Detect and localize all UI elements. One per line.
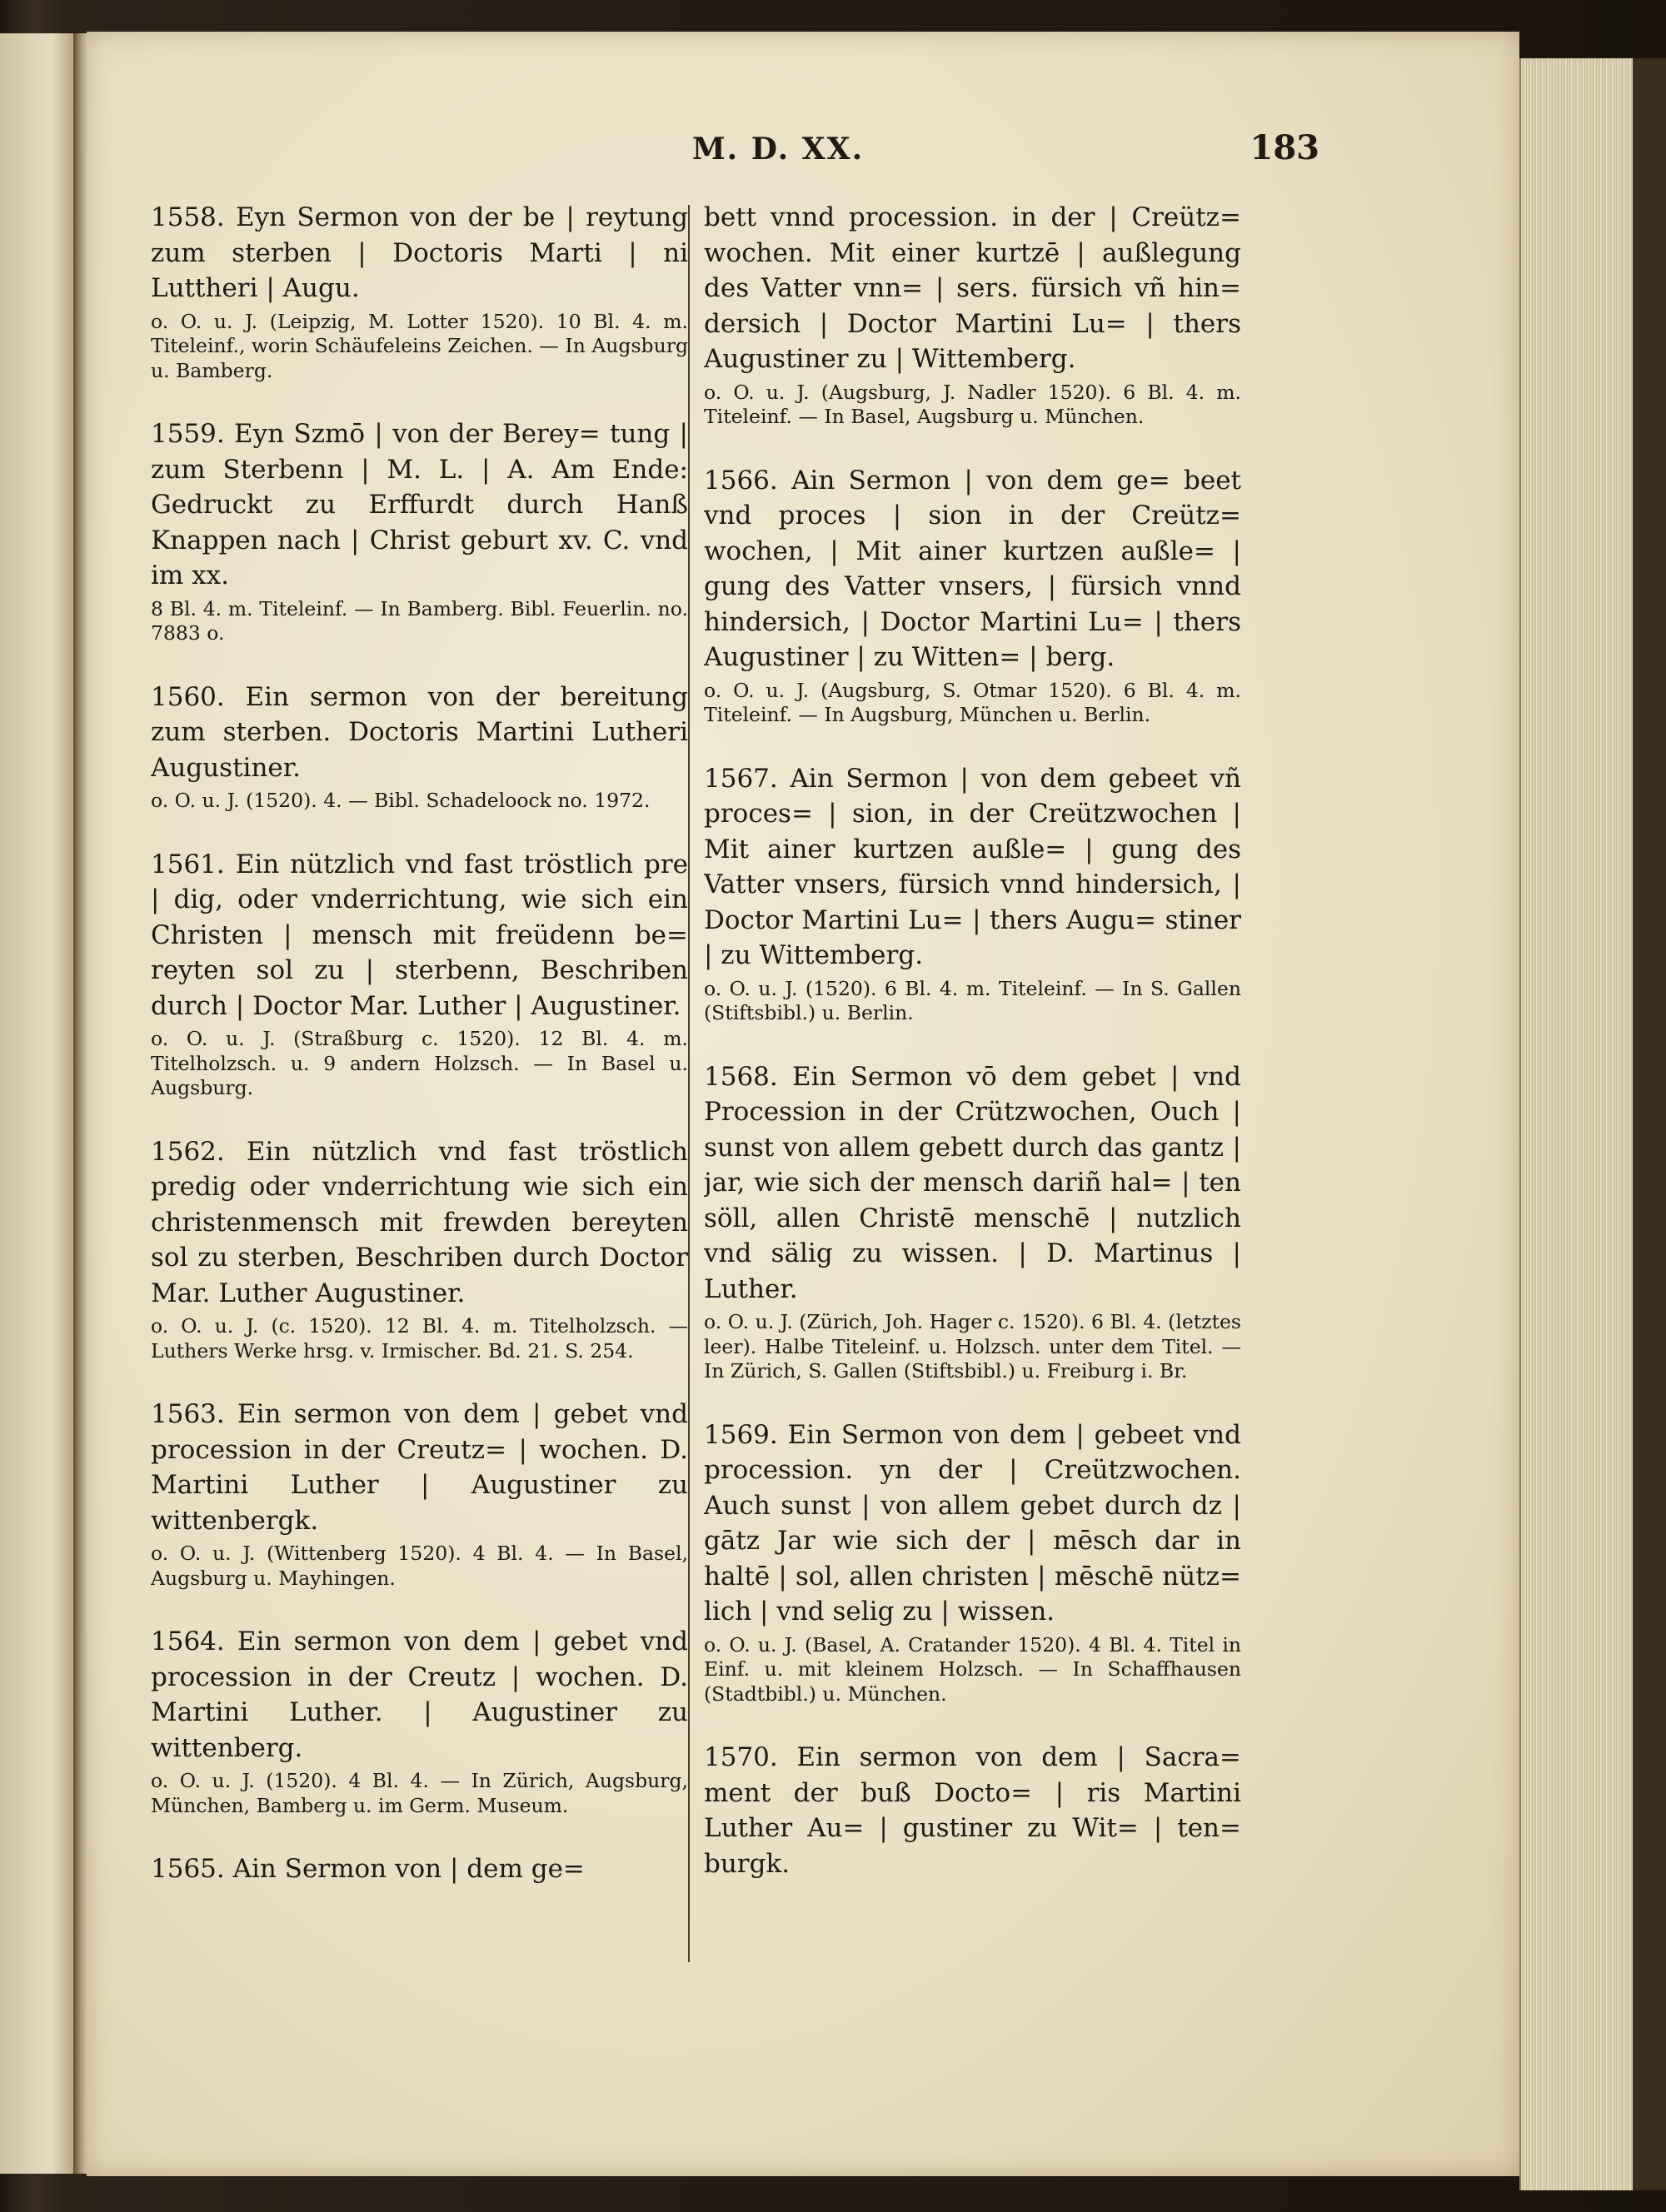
entry-1563 bbox=[151, 1397, 688, 1591]
running-head-title: M. D. XX. bbox=[691, 132, 865, 167]
entry-title: 1562. Ein nützlich vnd fast tröstlich predig oder vnderrichtung wie sich ein christenmensch mit frewden bereyten sol zu sterben, Beschriben durch Doctor Mar. Luther Augustiner. bbox=[151, 1136, 688, 1308]
right-column bbox=[704, 200, 1241, 1974]
entry-title: 1566. Ain Sermon | von dem ge= beet vnd proces | sion in der Creütz= wochen, | Mit ainer kurtzen außle= | gung des Vatter vnsers, | fürsich vnnd hindersich, | Doctor Martini Lu= | thers Augustiner | zu Witten= | berg. bbox=[704, 465, 1241, 672]
facing-page-edge bbox=[0, 33, 76, 2174]
entry-1568 bbox=[704, 1059, 1241, 1384]
entry-note: 8 Bl. 4. m. Titeleinf. — In Bamberg. Bibl. Feuerlin. no. 7883 o. bbox=[151, 596, 688, 645]
entry-title: 1564. Ein sermon von dem | gebet vnd procession in der Creutz | wochen. D. Martini Luther. | Augustiner zu wittenberg. bbox=[151, 1627, 688, 1763]
entry-title: 1565. Ain Sermon von | dem ge= bbox=[151, 1854, 585, 1884]
entry-title: 1558. Eyn Sermon von der be | reytung zum sterben | Doctoris Marti | ni Luttheri | Augu. bbox=[151, 202, 688, 303]
entry-title: bett vnnd procession. in der | Creütz= wochen. Mit einer kurtzē | außlegung des Vatter vnn= | sers. fürsich vñ hin= dersich | Doctor Martini Lu= | thers Augustiner zu | Wittemberg. bbox=[704, 202, 1241, 374]
entry-note: o. O. u. J. (1520). 6 Bl. 4. m. Titeleinf. — In S. Gallen (Stiftsbibl.) u. Berlin. bbox=[704, 976, 1241, 1024]
entry-note: o. O. u. J. (Wittenberg 1520). 4 Bl. 4. — In Basel, Augsburg u. Mayhingen. bbox=[151, 1542, 688, 1590]
entry-note: o. O. u. J. (Zürich, Joh. Hager c. 1520). 6 Bl. 4. (letztes leer). Halbe Titeleinf. u. Holzsch. unter dem Titel. — In Zürich, S. Gallen (Stiftsbibl.) u. Freiburg i. Br. bbox=[704, 1310, 1241, 1382]
entry-1570 bbox=[704, 1740, 1241, 1881]
entry-1562 bbox=[151, 1134, 688, 1364]
running-head bbox=[87, 125, 1519, 175]
entry-note: o. O. u. J. (Straßburg c. 1520). 12 Bl. 4. m. Titelholzsch. u. 9 andern Holzsch. — In Basel u. Augsburg. bbox=[151, 1027, 688, 1099]
entry-note: o. O. u. J. (1520). 4. — Bibl. Schadeloock no. 1972. bbox=[151, 789, 651, 812]
entry-1561 bbox=[151, 847, 688, 1101]
entry-note: o. O. u. J. (c. 1520). 12 Bl. 4. m. Titelholzsch. — Luthers Werke hrsg. v. Irmischer. Bd. 21. S. 254. bbox=[151, 1314, 688, 1363]
column-divider bbox=[688, 205, 690, 1962]
entry-note: o. O. u. J. (Basel, A. Cratander 1520). 4 Bl. 4. Titel in Einf. u. mit kleinem Holzsch. — In Schaffhausen (Stadtbibl.) u. München. bbox=[704, 1632, 1241, 1706]
entry-1569 bbox=[704, 1417, 1241, 1707]
entry-note: o. O. u. J. (Leipzig, M. Lotter 1520). 10 Bl. 4. m. Titeleinf., worin Schäufeleins Zeichen. — In Augsburg u. Bamberg. bbox=[151, 309, 688, 382]
entry-1558 bbox=[151, 200, 688, 383]
entry-title: 1560. Ein sermon von der bereitung zum sterben. Doctoris Martini Lutheri Augustiner. bbox=[151, 681, 688, 783]
page-number: 183 bbox=[1250, 128, 1319, 167]
entry-title: 1559. Eyn Szmō | von der Berey= tung | zum Sterbenn | M. L. | A. Am Ende: Gedruckt zu Erffurdt durch Hanß Knappen nach | Christ geburt xv. C. vnd im xx. bbox=[151, 419, 688, 590]
entry-title: 1568. Ein Sermon vō dem gebet | vnd Procession in der Crützwochen, Ouch | sunst von allem gebett durch das gantz | jar, wie sich der mensch dariñ hal= | ten söll, allen Christē menschē | nutzlich vnd sälig zu wissen. | D. Martinus | Luther. bbox=[704, 1061, 1241, 1304]
page-fore-edge bbox=[1519, 58, 1646, 2190]
entry-note: o. O. u. J. (Augsburg, J. Nadler 1520). 6 Bl. 4. m. Titeleinf. — In Basel, Augsburg u. München. bbox=[704, 380, 1241, 428]
entry-title: 1561. Ein nützlich vnd fast tröstlich pre | dig, oder vnderrichtung, wie sich ein Christen | mensch mit freüdenn be= reyten sol zu | sterbenn, Beschriben durch | Doctor Mar. Luther | Augustiner. bbox=[151, 849, 688, 1021]
entry-title: 1570. Ein sermon von dem | Sacra= ment der buß Docto= | ris Martini Luther Au= | gustiner zu Wit= | ten= burgk. bbox=[704, 1742, 1241, 1879]
entry-1567 bbox=[704, 761, 1241, 1026]
left-column bbox=[151, 200, 688, 1974]
entry-1565-continued bbox=[704, 200, 1241, 430]
entry-note: o. O. u. J. (Augsburg, S. Otmar 1520). 6 Bl. 4. m. Titeleinf. — In Augsburg, München u. Berlin. bbox=[704, 678, 1241, 726]
entry-1565 bbox=[151, 1851, 688, 1887]
entry-1564 bbox=[151, 1624, 688, 1818]
entry-title: 1563. Ein sermon von dem | gebet vnd procession in der Creutz= | wochen. D. Martini Luther | Augustiner zu wittenbergk. bbox=[151, 1399, 688, 1536]
entry-note: o. O. u. J. (1520). 4 Bl. 4. — In Zürich, Augsburg, München, Bamberg u. im Germ. Museum. bbox=[151, 1769, 688, 1817]
entry-1559 bbox=[151, 416, 688, 646]
entry-title: 1567. Ain Sermon | von dem gebeet vñ proces= | sion, in der Creützwochen | Mit ainer kurtzen außle= | gung des Vatter vnsers, fürsich vnnd hindersich, | Doctor Martini Lu= | thers Augu= stiner | zu Wittemberg. bbox=[704, 763, 1241, 970]
entry-1566 bbox=[704, 463, 1241, 728]
entry-title: 1569. Ein Sermon von dem | gebeet vnd procession. yn der | Creützwochen. Auch sunst | von allem gebet durch dz | gātz Jar wie sich der | mēsch dar in haltē | sol, allen christen | mēschē nütz= lich | vnd selig zu | wissen. bbox=[704, 1419, 1241, 1627]
entry-1560 bbox=[151, 680, 688, 814]
cover-edge bbox=[1633, 58, 1666, 2190]
